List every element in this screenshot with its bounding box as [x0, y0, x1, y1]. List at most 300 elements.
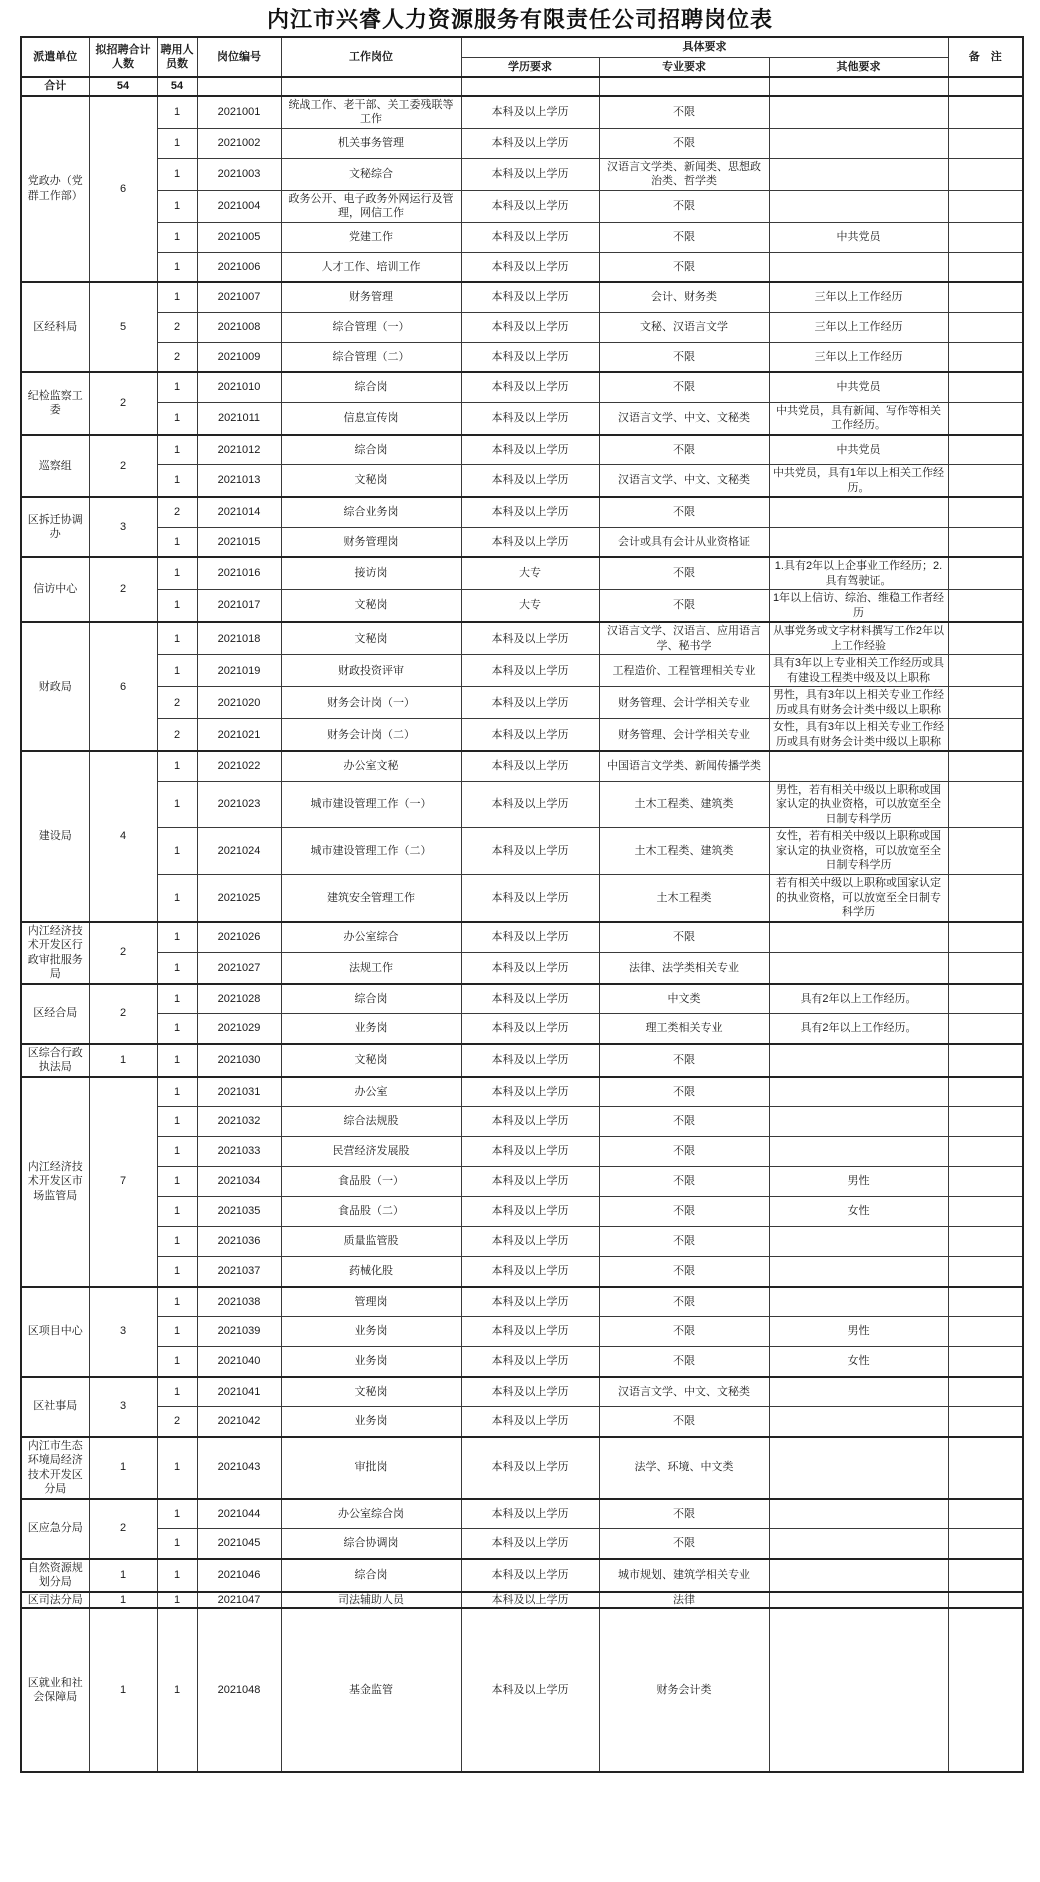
hire-count-cell: 1 — [157, 1529, 197, 1559]
major-requirement-cell: 工程造价、工程管理相关专业 — [599, 655, 769, 687]
table-row — [21, 222, 1023, 252]
col-header-education: 学历要求 — [461, 57, 599, 77]
unit-cell: 区项目中心 — [21, 1287, 89, 1377]
total-hired-count: 54 — [157, 77, 197, 96]
education-requirement-cell: 本科及以上学历 — [461, 655, 599, 687]
post-code-cell: 2021023 — [197, 781, 281, 828]
hire-count-cell: 1 — [157, 1257, 197, 1287]
post-name-cell: 综合业务岗 — [281, 497, 461, 527]
major-requirement-cell: 不限 — [599, 1347, 769, 1377]
other-requirement-cell — [769, 158, 948, 190]
hire-count-cell: 1 — [157, 1227, 197, 1257]
post-name-cell: 综合岗 — [281, 372, 461, 402]
post-code-cell: 2021030 — [197, 1044, 281, 1077]
education-requirement-cell: 本科及以上学历 — [461, 1437, 599, 1499]
remark-cell — [948, 342, 1023, 372]
post-code-cell: 2021028 — [197, 984, 281, 1014]
other-requirement-cell — [769, 1137, 948, 1167]
post-name-cell: 综合法规股 — [281, 1107, 461, 1137]
other-requirement-cell: 女性，若有相关中级以上职称或国家认定的执业资格，可以放宽至全日制专科学历 — [769, 828, 948, 875]
remark-cell — [948, 781, 1023, 828]
other-requirement-cell: 三年以上工作经历 — [769, 282, 948, 312]
hire-count-cell: 2 — [157, 1407, 197, 1437]
hire-count-cell: 1 — [157, 1014, 197, 1044]
post-name-cell: 建筑安全管理工作 — [281, 874, 461, 921]
education-requirement-cell: 本科及以上学历 — [461, 922, 599, 953]
education-requirement-cell: 本科及以上学历 — [461, 984, 599, 1014]
post-code-cell: 2021035 — [197, 1197, 281, 1227]
hire-count-cell: 1 — [157, 1197, 197, 1227]
table-row — [21, 282, 1023, 312]
post-name-cell: 综合岗 — [281, 984, 461, 1014]
education-requirement-cell: 本科及以上学历 — [461, 1317, 599, 1347]
table-row — [21, 402, 1023, 435]
table-row — [21, 1137, 1023, 1167]
other-requirement-cell: 中共党员 — [769, 372, 948, 402]
unit-cell: 信访中心 — [21, 557, 89, 622]
post-name-cell: 管理岗 — [281, 1287, 461, 1317]
unit-planned-total-cell: 2 — [89, 984, 157, 1044]
col-header-hire-count: 聘用人员数 — [157, 37, 197, 77]
education-requirement-cell: 本科及以上学历 — [461, 402, 599, 435]
major-requirement-cell: 不限 — [599, 590, 769, 623]
post-code-cell: 2021017 — [197, 590, 281, 623]
post-name-cell: 综合管理（一） — [281, 312, 461, 342]
post-code-cell: 2021024 — [197, 828, 281, 875]
other-requirement-cell: 具有2年以上工作经历。 — [769, 1014, 948, 1044]
table-row — [21, 557, 1023, 590]
col-header-post-name: 工作岗位 — [281, 37, 461, 77]
major-requirement-cell: 不限 — [599, 1107, 769, 1137]
table-row — [21, 1287, 1023, 1317]
major-requirement-cell: 城市规划、建筑学相关专业 — [599, 1559, 769, 1592]
table-row — [21, 1592, 1023, 1609]
hire-count-cell: 1 — [157, 984, 197, 1014]
remark-cell — [948, 435, 1023, 465]
remark-cell — [948, 1529, 1023, 1559]
remark-cell — [948, 1437, 1023, 1499]
other-requirement-cell — [769, 1227, 948, 1257]
major-requirement-cell: 土木工程类、建筑类 — [599, 828, 769, 875]
table-row — [21, 1608, 1023, 1772]
major-requirement-cell: 不限 — [599, 922, 769, 953]
post-code-cell: 2021037 — [197, 1257, 281, 1287]
post-code-cell: 2021003 — [197, 158, 281, 190]
major-requirement-cell: 土木工程类 — [599, 874, 769, 921]
remark-cell — [948, 622, 1023, 655]
post-name-cell: 综合岗 — [281, 1559, 461, 1592]
remark-cell — [948, 1608, 1023, 1772]
hire-count-cell: 1 — [157, 402, 197, 435]
remark-cell — [948, 527, 1023, 557]
education-requirement-cell: 本科及以上学历 — [461, 312, 599, 342]
table-row — [21, 1044, 1023, 1077]
post-name-cell: 机关事务管理 — [281, 128, 461, 158]
unit-planned-total-cell: 1 — [89, 1044, 157, 1077]
education-requirement-cell: 本科及以上学历 — [461, 874, 599, 921]
hire-count-cell: 1 — [157, 590, 197, 623]
post-name-cell: 业务岗 — [281, 1014, 461, 1044]
remark-cell — [948, 719, 1023, 752]
post-code-cell: 2021002 — [197, 128, 281, 158]
other-requirement-cell — [769, 1499, 948, 1529]
hire-count-cell: 1 — [157, 465, 197, 498]
hire-count-cell: 1 — [157, 1347, 197, 1377]
hire-count-cell: 1 — [157, 282, 197, 312]
post-name-cell: 文秘岗 — [281, 1377, 461, 1407]
remark-cell — [948, 1499, 1023, 1529]
unit-planned-total-cell: 1 — [89, 1592, 157, 1609]
unit-cell: 财政局 — [21, 622, 89, 751]
table-row — [21, 1014, 1023, 1044]
remark-cell — [948, 1347, 1023, 1377]
table-row — [21, 984, 1023, 1014]
post-name-cell: 业务岗 — [281, 1407, 461, 1437]
total-empty-cell — [197, 77, 281, 96]
remark-cell — [948, 655, 1023, 687]
remark-cell — [948, 1317, 1023, 1347]
major-requirement-cell: 不限 — [599, 342, 769, 372]
major-requirement-cell: 不限 — [599, 1317, 769, 1347]
post-code-cell: 2021036 — [197, 1227, 281, 1257]
other-requirement-cell: 三年以上工作经历 — [769, 342, 948, 372]
major-requirement-cell: 法学、环境、中文类 — [599, 1437, 769, 1499]
remark-cell — [948, 1077, 1023, 1107]
total-empty-cell — [461, 77, 599, 96]
remark-cell — [948, 312, 1023, 342]
major-requirement-cell: 中国语言文学类、新闻传播学类 — [599, 751, 769, 781]
total-planned-count: 54 — [89, 77, 157, 96]
education-requirement-cell: 本科及以上学历 — [461, 751, 599, 781]
hire-count-cell: 1 — [157, 922, 197, 953]
post-code-cell: 2021011 — [197, 402, 281, 435]
education-requirement-cell: 本科及以上学历 — [461, 1044, 599, 1077]
post-name-cell: 政务公开、电子政务外网运行及管理，网信工作 — [281, 190, 461, 222]
other-requirement-cell — [769, 527, 948, 557]
post-code-cell: 2021005 — [197, 222, 281, 252]
post-code-cell: 2021013 — [197, 465, 281, 498]
education-requirement-cell: 本科及以上学历 — [461, 465, 599, 498]
post-code-cell: 2021043 — [197, 1437, 281, 1499]
remark-cell — [948, 158, 1023, 190]
hire-count-cell: 2 — [157, 687, 197, 719]
other-requirement-cell — [769, 1407, 948, 1437]
col-header-post-code: 岗位编号 — [197, 37, 281, 77]
post-code-cell: 2021018 — [197, 622, 281, 655]
other-requirement-cell — [769, 1608, 948, 1772]
table-row — [21, 1317, 1023, 1347]
remark-cell — [948, 1227, 1023, 1257]
hire-count-cell: 1 — [157, 751, 197, 781]
remark-cell — [948, 922, 1023, 953]
unit-cell: 区经合局 — [21, 984, 89, 1044]
post-code-cell: 2021047 — [197, 1592, 281, 1609]
remark-cell — [948, 1592, 1023, 1609]
hire-count-cell: 1 — [157, 1592, 197, 1609]
post-code-cell: 2021046 — [197, 1559, 281, 1592]
education-requirement-cell: 本科及以上学历 — [461, 372, 599, 402]
post-code-cell: 2021004 — [197, 190, 281, 222]
table-row — [21, 96, 1023, 129]
post-name-cell: 统战工作、老干部、关工委残联等工作 — [281, 96, 461, 129]
post-name-cell: 办公室综合岗 — [281, 1499, 461, 1529]
unit-planned-total-cell: 1 — [89, 1559, 157, 1592]
unit-planned-total-cell: 4 — [89, 751, 157, 921]
post-name-cell: 信息宣传岗 — [281, 402, 461, 435]
table-row — [21, 655, 1023, 687]
table-body — [21, 77, 1023, 1772]
table-row — [21, 828, 1023, 875]
major-requirement-cell: 不限 — [599, 1407, 769, 1437]
education-requirement-cell: 本科及以上学历 — [461, 190, 599, 222]
other-requirement-cell: 女性 — [769, 1347, 948, 1377]
post-name-cell: 文秘岗 — [281, 590, 461, 623]
education-requirement-cell: 本科及以上学历 — [461, 222, 599, 252]
col-header-planned-total: 拟招聘合计人数 — [89, 37, 157, 77]
table-row — [21, 590, 1023, 623]
unit-cell: 区应急分局 — [21, 1499, 89, 1559]
hire-count-cell: 1 — [157, 1287, 197, 1317]
remark-cell — [948, 1014, 1023, 1044]
post-code-cell: 2021044 — [197, 1499, 281, 1529]
post-name-cell: 民营经济发展股 — [281, 1137, 461, 1167]
education-requirement-cell: 本科及以上学历 — [461, 1167, 599, 1197]
remark-cell — [948, 1107, 1023, 1137]
other-requirement-cell — [769, 1287, 948, 1317]
post-code-cell: 2021034 — [197, 1167, 281, 1197]
remark-cell — [948, 1407, 1023, 1437]
hire-count-cell: 1 — [157, 622, 197, 655]
hire-count-cell: 2 — [157, 342, 197, 372]
other-requirement-cell: 女性 — [769, 1197, 948, 1227]
major-requirement-cell: 不限 — [599, 1077, 769, 1107]
other-requirement-cell — [769, 953, 948, 984]
total-empty-cell — [948, 77, 1023, 96]
education-requirement-cell: 本科及以上学历 — [461, 1014, 599, 1044]
col-header-dispatch-unit: 派遣单位 — [21, 37, 89, 77]
hire-count-cell: 1 — [157, 1437, 197, 1499]
table-row — [21, 953, 1023, 984]
education-requirement-cell: 本科及以上学历 — [461, 1377, 599, 1407]
education-requirement-cell: 本科及以上学历 — [461, 953, 599, 984]
table-row — [21, 1529, 1023, 1559]
unit-cell: 纪检监察工委 — [21, 372, 89, 435]
unit-planned-total-cell: 2 — [89, 557, 157, 622]
post-name-cell: 财政投资评审 — [281, 655, 461, 687]
table-row — [21, 622, 1023, 655]
other-requirement-cell — [769, 497, 948, 527]
post-code-cell: 2021040 — [197, 1347, 281, 1377]
post-code-cell: 2021016 — [197, 557, 281, 590]
remark-cell — [948, 1044, 1023, 1077]
page-title: 内江市兴睿人力资源服务有限责任公司招聘岗位表 — [266, 7, 773, 32]
hire-count-cell: 1 — [157, 372, 197, 402]
table-row — [21, 252, 1023, 282]
unit-planned-total-cell: 2 — [89, 1499, 157, 1559]
major-requirement-cell: 不限 — [599, 1287, 769, 1317]
unit-planned-total-cell: 3 — [89, 1377, 157, 1437]
remark-cell — [948, 372, 1023, 402]
post-code-cell: 2021014 — [197, 497, 281, 527]
table-row — [21, 687, 1023, 719]
post-code-cell: 2021038 — [197, 1287, 281, 1317]
post-code-cell: 2021041 — [197, 1377, 281, 1407]
post-code-cell: 2021025 — [197, 874, 281, 921]
hire-count-cell: 1 — [157, 435, 197, 465]
education-requirement-cell: 本科及以上学历 — [461, 828, 599, 875]
post-code-cell: 2021019 — [197, 655, 281, 687]
other-requirement-cell: 女性，具有3年以上相关专业工作经历或具有财务会计类中级以上职称 — [769, 719, 948, 752]
other-requirement-cell: 1.具有2年以上企事业工作经历；2.具有驾驶证。 — [769, 557, 948, 590]
post-code-cell: 2021012 — [197, 435, 281, 465]
post-name-cell: 业务岗 — [281, 1317, 461, 1347]
post-name-cell: 药械化股 — [281, 1257, 461, 1287]
unit-planned-total-cell: 1 — [89, 1608, 157, 1772]
remark-cell — [948, 874, 1023, 921]
remark-cell — [948, 1137, 1023, 1167]
hire-count-cell: 1 — [157, 1499, 197, 1529]
hire-count-cell: 1 — [157, 128, 197, 158]
unit-cell: 内江经济技术开发区行政审批服务局 — [21, 922, 89, 984]
other-requirement-cell: 男性 — [769, 1167, 948, 1197]
unit-cell: 区综合行政执法局 — [21, 1044, 89, 1077]
other-requirement-cell: 1年以上信访、综治、维稳工作者经历 — [769, 590, 948, 623]
col-header-requirements: 具体要求 — [461, 37, 948, 57]
post-name-cell: 财务管理 — [281, 282, 461, 312]
unit-cell: 区拆迁协调办 — [21, 497, 89, 557]
post-code-cell: 2021039 — [197, 1317, 281, 1347]
hire-count-cell: 1 — [157, 1608, 197, 1772]
other-requirement-cell: 男性，具有3年以上相关专业工作经历或具有财务会计类中级以上职称 — [769, 687, 948, 719]
table-row — [21, 719, 1023, 752]
post-code-cell: 2021042 — [197, 1407, 281, 1437]
major-requirement-cell: 不限 — [599, 1044, 769, 1077]
total-row — [21, 77, 1023, 96]
other-requirement-cell: 三年以上工作经历 — [769, 312, 948, 342]
post-name-cell: 综合协调岗 — [281, 1529, 461, 1559]
post-name-cell: 综合管理（二） — [281, 342, 461, 372]
table-row — [21, 1257, 1023, 1287]
major-requirement-cell: 不限 — [599, 557, 769, 590]
other-requirement-cell — [769, 1529, 948, 1559]
unit-planned-total-cell: 7 — [89, 1077, 157, 1287]
table-row — [21, 1437, 1023, 1499]
hire-count-cell: 1 — [157, 96, 197, 129]
major-requirement-cell: 文秘、汉语言文学 — [599, 312, 769, 342]
post-code-cell: 2021022 — [197, 751, 281, 781]
other-requirement-cell — [769, 190, 948, 222]
major-requirement-cell: 不限 — [599, 128, 769, 158]
post-name-cell: 综合岗 — [281, 435, 461, 465]
remark-cell — [948, 402, 1023, 435]
post-code-cell: 2021021 — [197, 719, 281, 752]
unit-cell: 区就业和社会保障局 — [21, 1608, 89, 1772]
table-row — [21, 527, 1023, 557]
major-requirement-cell: 财务会计类 — [599, 1608, 769, 1772]
remark-cell — [948, 190, 1023, 222]
post-code-cell: 2021010 — [197, 372, 281, 402]
major-requirement-cell: 不限 — [599, 435, 769, 465]
other-requirement-cell: 男性 — [769, 1317, 948, 1347]
education-requirement-cell: 本科及以上学历 — [461, 527, 599, 557]
education-requirement-cell: 本科及以上学历 — [461, 1407, 599, 1437]
col-header-remark: 备 注 — [948, 37, 1023, 77]
table-row — [21, 1407, 1023, 1437]
remark-cell — [948, 557, 1023, 590]
post-name-cell: 办公室综合 — [281, 922, 461, 953]
other-requirement-cell — [769, 1257, 948, 1287]
post-code-cell: 2021031 — [197, 1077, 281, 1107]
education-requirement-cell: 本科及以上学历 — [461, 1107, 599, 1137]
major-requirement-cell: 汉语言文学、中文、文秘类 — [599, 465, 769, 498]
hire-count-cell: 1 — [157, 828, 197, 875]
post-name-cell: 食品股（二） — [281, 1197, 461, 1227]
unit-planned-total-cell: 2 — [89, 922, 157, 984]
education-requirement-cell: 本科及以上学历 — [461, 1197, 599, 1227]
total-empty-cell — [281, 77, 461, 96]
other-requirement-cell: 具有2年以上工作经历。 — [769, 984, 948, 1014]
unit-cell: 内江市生态环境局经济技术开发区分局 — [21, 1437, 89, 1499]
table-row — [21, 1559, 1023, 1592]
remark-cell — [948, 953, 1023, 984]
table-row — [21, 372, 1023, 402]
post-code-cell: 2021015 — [197, 527, 281, 557]
table-row — [21, 922, 1023, 953]
remark-cell — [948, 1559, 1023, 1592]
post-code-cell: 2021006 — [197, 252, 281, 282]
hire-count-cell: 1 — [157, 874, 197, 921]
remark-cell — [948, 282, 1023, 312]
major-requirement-cell: 不限 — [599, 1167, 769, 1197]
unit-cell: 区经科局 — [21, 282, 89, 372]
major-requirement-cell: 土木工程类、建筑类 — [599, 781, 769, 828]
post-name-cell: 党建工作 — [281, 222, 461, 252]
education-requirement-cell: 大专 — [461, 590, 599, 623]
remark-cell — [948, 222, 1023, 252]
table-row — [21, 751, 1023, 781]
other-requirement-cell — [769, 252, 948, 282]
table-row — [21, 1197, 1023, 1227]
table-row — [21, 1377, 1023, 1407]
other-requirement-cell: 中共党员 — [769, 222, 948, 252]
post-name-cell: 文秘岗 — [281, 622, 461, 655]
education-requirement-cell: 本科及以上学历 — [461, 1347, 599, 1377]
post-name-cell: 人才工作、培训工作 — [281, 252, 461, 282]
education-requirement-cell: 本科及以上学历 — [461, 781, 599, 828]
hire-count-cell: 1 — [157, 1044, 197, 1077]
other-requirement-cell — [769, 1077, 948, 1107]
unit-cell: 巡察组 — [21, 435, 89, 498]
post-code-cell: 2021009 — [197, 342, 281, 372]
major-requirement-cell: 不限 — [599, 1227, 769, 1257]
other-requirement-cell: 中共党员，具有1年以上相关工作经历。 — [769, 465, 948, 498]
total-empty-cell — [769, 77, 948, 96]
other-requirement-cell — [769, 1437, 948, 1499]
other-requirement-cell — [769, 1377, 948, 1407]
major-requirement-cell: 不限 — [599, 1499, 769, 1529]
post-name-cell: 业务岗 — [281, 1347, 461, 1377]
major-requirement-cell: 不限 — [599, 252, 769, 282]
total-label: 合计 — [21, 77, 89, 96]
major-requirement-cell: 中文类 — [599, 984, 769, 1014]
table-row — [21, 190, 1023, 222]
table-row — [21, 1107, 1023, 1137]
major-requirement-cell: 不限 — [599, 1137, 769, 1167]
hire-count-cell: 1 — [157, 1107, 197, 1137]
table-row — [21, 465, 1023, 498]
education-requirement-cell: 本科及以上学历 — [461, 1287, 599, 1317]
unit-planned-total-cell: 2 — [89, 435, 157, 498]
